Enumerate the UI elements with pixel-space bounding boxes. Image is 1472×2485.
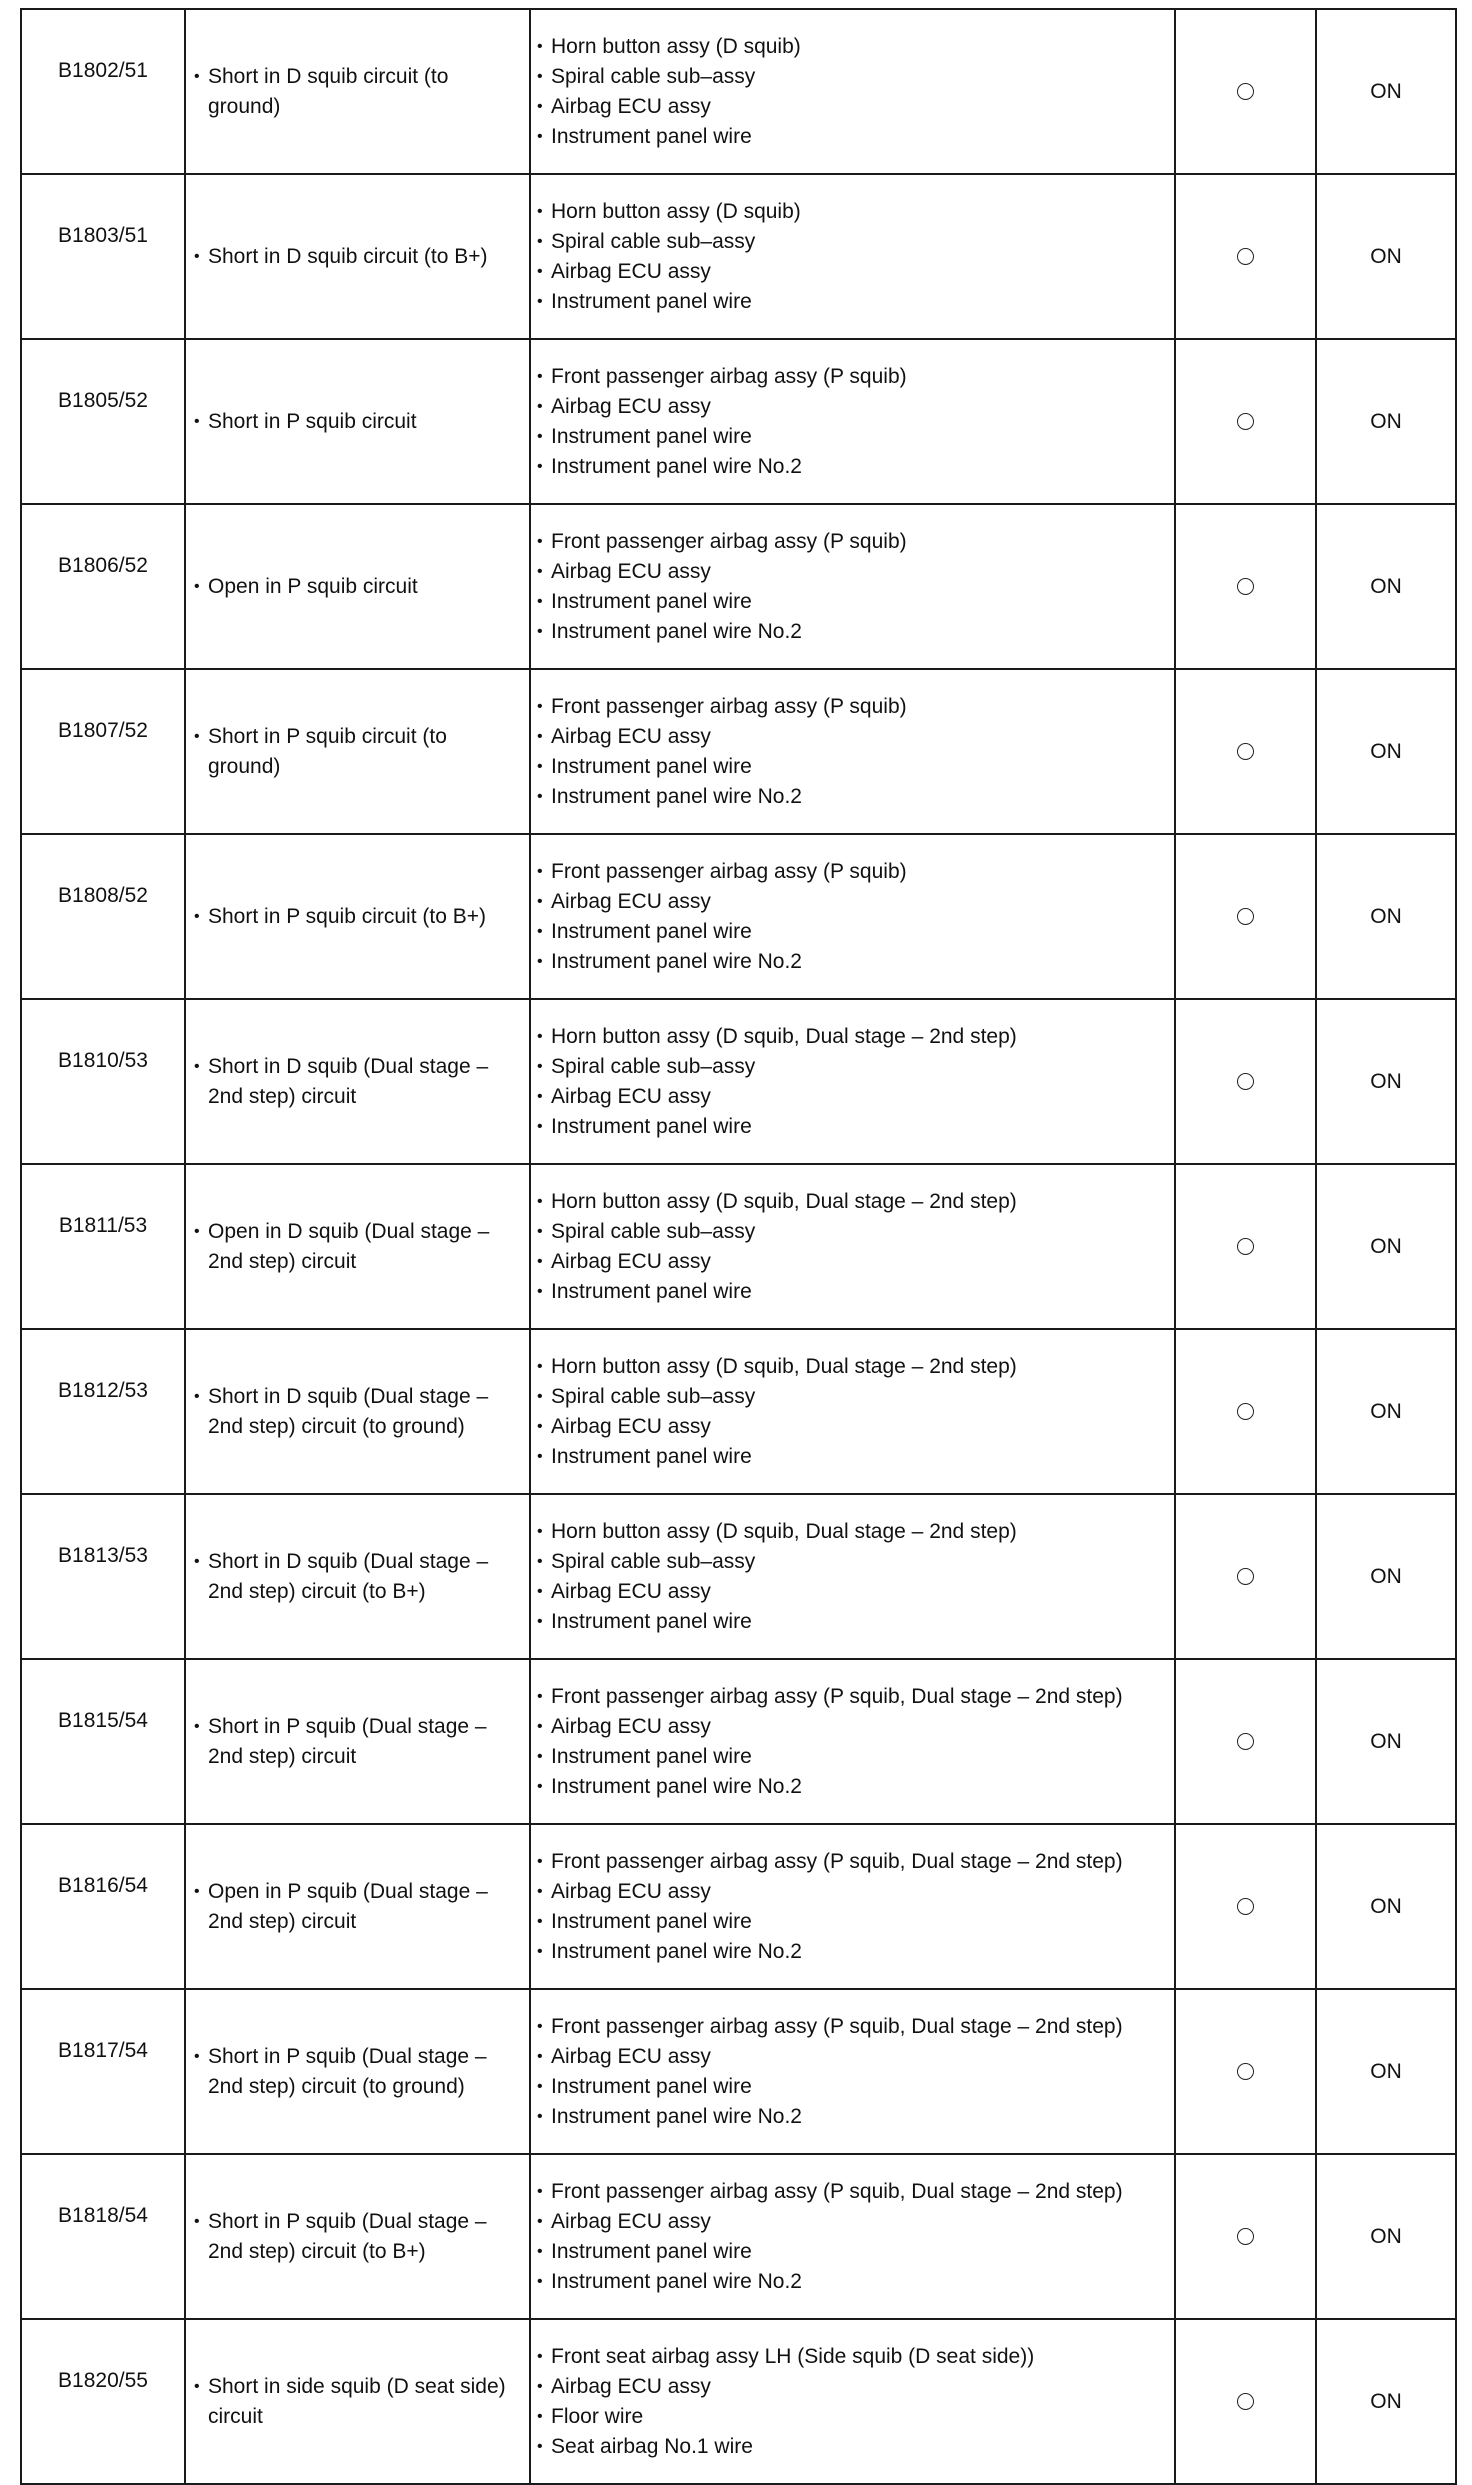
detection-item-list bbox=[194, 722, 521, 782]
trouble-area-list bbox=[537, 857, 1168, 977]
detection-item-cell bbox=[185, 669, 530, 834]
trouble-area-item: • Airbag ECU assy bbox=[537, 392, 1168, 422]
detection-item: • Short in D squib (Dual stage – 2nd step) circuit (to ground) bbox=[194, 1382, 521, 1442]
dtc-code: B1807/52 bbox=[58, 719, 148, 742]
detection-item: • Short in P squib (Dual stage – 2nd step) circuit (to B+) bbox=[194, 2207, 521, 2267]
detection-item: • Open in D squib (Dual stage – 2nd step) circuit bbox=[194, 1217, 521, 1277]
table-row bbox=[21, 1494, 1456, 1659]
memory-mark-cell bbox=[1175, 669, 1316, 834]
dtc-code: B1811/53 bbox=[58, 1214, 148, 1237]
trouble-area-item: • Instrument panel wire No.2 bbox=[537, 2102, 1168, 2132]
detection-item-cell bbox=[185, 1329, 530, 1494]
trouble-area-list bbox=[537, 2177, 1168, 2297]
trouble-area-item: • Instrument panel wire bbox=[537, 2072, 1168, 2102]
trouble-area-item: • Instrument panel wire No.2 bbox=[537, 2267, 1168, 2297]
dtc-code-cell bbox=[21, 2154, 185, 2319]
trouble-area-item: • Airbag ECU assy bbox=[537, 1712, 1168, 1742]
trouble-area-item: • Airbag ECU assy bbox=[537, 2207, 1168, 2237]
detection-item-list bbox=[194, 62, 521, 122]
detection-item-list bbox=[194, 242, 521, 272]
detection-item-list bbox=[194, 1712, 521, 1772]
trouble-area-item: • Instrument panel wire No.2 bbox=[537, 452, 1168, 482]
circle-mark-icon bbox=[1237, 1568, 1254, 1585]
trouble-area-item: • Instrument panel wire bbox=[537, 1907, 1168, 1937]
warning-light-cell bbox=[1316, 174, 1456, 339]
trouble-area-item: • Instrument panel wire bbox=[537, 1112, 1168, 1142]
dtc-code-cell bbox=[21, 1329, 185, 1494]
trouble-area-list bbox=[537, 1352, 1168, 1472]
trouble-area-item: • Horn button assy (D squib, Dual stage – 2nd step) bbox=[537, 1022, 1168, 1052]
warning-light-status: ON bbox=[1370, 1894, 1402, 1918]
warning-light-cell bbox=[1316, 339, 1456, 504]
dtc-code: B1813/53 bbox=[58, 1544, 148, 1567]
detection-item-cell bbox=[185, 2319, 530, 2484]
circle-mark-icon bbox=[1237, 743, 1254, 760]
circle-mark-icon bbox=[1237, 908, 1254, 925]
trouble-area-item: • Airbag ECU assy bbox=[537, 257, 1168, 287]
trouble-area-cell bbox=[530, 504, 1175, 669]
table-row bbox=[21, 1164, 1456, 1329]
dtc-code-cell bbox=[21, 1659, 185, 1824]
circle-mark-icon bbox=[1237, 1238, 1254, 1255]
warning-light-cell bbox=[1316, 1659, 1456, 1824]
memory-mark-cell bbox=[1175, 9, 1316, 174]
trouble-area-item: • Instrument panel wire No.2 bbox=[537, 782, 1168, 812]
dtc-code-cell bbox=[21, 1494, 185, 1659]
dtc-code-cell bbox=[21, 339, 185, 504]
detection-item-list bbox=[194, 1382, 521, 1442]
circle-mark-icon bbox=[1237, 2063, 1254, 2080]
detection-item-cell bbox=[185, 1494, 530, 1659]
trouble-area-item: • Front passenger airbag assy (P squib) bbox=[537, 692, 1168, 722]
trouble-area-cell bbox=[530, 339, 1175, 504]
detection-item-list bbox=[194, 407, 521, 437]
detection-item-cell bbox=[185, 9, 530, 174]
trouble-area-item: • Airbag ECU assy bbox=[537, 1082, 1168, 1112]
circle-mark-icon bbox=[1237, 1733, 1254, 1750]
detection-item-cell bbox=[185, 1989, 530, 2154]
memory-mark-cell bbox=[1175, 1824, 1316, 1989]
detection-item: • Short in D squib circuit (to B+) bbox=[194, 242, 521, 272]
trouble-area-item: • Instrument panel wire bbox=[537, 122, 1168, 152]
trouble-area-item: • Front passenger airbag assy (P squib) bbox=[537, 527, 1168, 557]
trouble-area-cell bbox=[530, 669, 1175, 834]
detection-item: • Short in P squib (Dual stage – 2nd step) circuit bbox=[194, 1712, 521, 1772]
trouble-area-item: • Horn button assy (D squib, Dual stage – 2nd step) bbox=[537, 1352, 1168, 1382]
warning-light-status: ON bbox=[1370, 1234, 1402, 1258]
warning-light-status: ON bbox=[1370, 79, 1402, 103]
detection-item: • Short in P squib circuit (to B+) bbox=[194, 902, 521, 932]
detection-item-cell bbox=[185, 999, 530, 1164]
table-row bbox=[21, 999, 1456, 1164]
warning-light-status: ON bbox=[1370, 1564, 1402, 1588]
trouble-area-item: • Horn button assy (D squib) bbox=[537, 197, 1168, 227]
detection-item: • Short in P squib circuit (to ground) bbox=[194, 722, 521, 782]
dtc-table bbox=[20, 8, 1457, 2485]
trouble-area-item: • Front seat airbag assy LH (Side squib (D seat side)) bbox=[537, 2342, 1168, 2372]
warning-light-cell bbox=[1316, 9, 1456, 174]
trouble-area-list bbox=[537, 1682, 1168, 1802]
table-row bbox=[21, 1329, 1456, 1494]
detection-item: • Short in side squib (D seat side) circuit bbox=[194, 2372, 521, 2432]
memory-mark-cell bbox=[1175, 1164, 1316, 1329]
dtc-code: B1808/52 bbox=[58, 884, 148, 907]
dtc-code-cell bbox=[21, 504, 185, 669]
dtc-code: B1817/54 bbox=[58, 2039, 148, 2062]
trouble-area-item: • Airbag ECU assy bbox=[537, 557, 1168, 587]
warning-light-cell bbox=[1316, 2154, 1456, 2319]
trouble-area-item: • Front passenger airbag assy (P squib, Dual stage – 2nd step) bbox=[537, 2012, 1168, 2042]
trouble-area-cell bbox=[530, 1824, 1175, 1989]
trouble-area-list bbox=[537, 2342, 1168, 2462]
dtc-code: B1805/52 bbox=[58, 389, 148, 412]
detection-item-cell bbox=[185, 2154, 530, 2319]
detection-item-list bbox=[194, 1547, 521, 1607]
dtc-code-cell bbox=[21, 9, 185, 174]
dtc-code-cell bbox=[21, 669, 185, 834]
trouble-area-list bbox=[537, 362, 1168, 482]
trouble-area-list bbox=[537, 2012, 1168, 2132]
detection-item-list bbox=[194, 2372, 521, 2432]
warning-light-cell bbox=[1316, 999, 1456, 1164]
trouble-area-item: • Instrument panel wire No.2 bbox=[537, 1937, 1168, 1967]
detection-item-cell bbox=[185, 504, 530, 669]
dtc-code: B1818/54 bbox=[58, 2204, 148, 2227]
trouble-area-item: • Spiral cable sub–assy bbox=[537, 1547, 1168, 1577]
trouble-area-item: • Instrument panel wire bbox=[537, 1442, 1168, 1472]
trouble-area-list bbox=[537, 32, 1168, 152]
warning-light-status: ON bbox=[1370, 2224, 1402, 2248]
dtc-code-cell bbox=[21, 1989, 185, 2154]
detection-item-list bbox=[194, 2042, 521, 2102]
detection-item-cell bbox=[185, 1659, 530, 1824]
trouble-area-item: • Airbag ECU assy bbox=[537, 1877, 1168, 1907]
circle-mark-icon bbox=[1237, 2393, 1254, 2410]
trouble-area-item: • Front passenger airbag assy (P squib) bbox=[537, 362, 1168, 392]
trouble-area-item: • Spiral cable sub–assy bbox=[537, 62, 1168, 92]
trouble-area-item: • Instrument panel wire bbox=[537, 587, 1168, 617]
circle-mark-icon bbox=[1237, 413, 1254, 430]
trouble-area-cell bbox=[530, 834, 1175, 999]
warning-light-status: ON bbox=[1370, 2059, 1402, 2083]
detection-item: • Short in D squib circuit (to ground) bbox=[194, 62, 521, 122]
memory-mark-cell bbox=[1175, 339, 1316, 504]
trouble-area-item: • Spiral cable sub–assy bbox=[537, 1217, 1168, 1247]
table-row bbox=[21, 2319, 1456, 2484]
warning-light-cell bbox=[1316, 1989, 1456, 2154]
trouble-area-item: • Spiral cable sub–assy bbox=[537, 227, 1168, 257]
trouble-area-cell bbox=[530, 1989, 1175, 2154]
circle-mark-icon bbox=[1237, 1898, 1254, 1915]
trouble-area-list bbox=[537, 1517, 1168, 1637]
warning-light-cell bbox=[1316, 834, 1456, 999]
memory-mark-cell bbox=[1175, 834, 1316, 999]
dtc-code: B1820/55 bbox=[58, 2369, 148, 2392]
warning-light-status: ON bbox=[1370, 1729, 1402, 1753]
trouble-area-cell bbox=[530, 1494, 1175, 1659]
detection-item-list bbox=[194, 572, 521, 602]
trouble-area-item: • Horn button assy (D squib, Dual stage – 2nd step) bbox=[537, 1187, 1168, 1217]
circle-mark-icon bbox=[1237, 578, 1254, 595]
trouble-area-item: • Instrument panel wire No.2 bbox=[537, 1772, 1168, 1802]
detection-item-cell bbox=[185, 174, 530, 339]
trouble-area-item: • Seat airbag No.1 wire bbox=[537, 2432, 1168, 2462]
trouble-area-cell bbox=[530, 2319, 1175, 2484]
detection-item-list bbox=[194, 1052, 521, 1112]
trouble-area-list bbox=[537, 1847, 1168, 1967]
trouble-area-item: • Front passenger airbag assy (P squib, Dual stage – 2nd step) bbox=[537, 2177, 1168, 2207]
trouble-area-item: • Instrument panel wire bbox=[537, 752, 1168, 782]
detection-item: • Short in P squib (Dual stage – 2nd step) circuit (to ground) bbox=[194, 2042, 521, 2102]
memory-mark-cell bbox=[1175, 174, 1316, 339]
warning-light-cell bbox=[1316, 2319, 1456, 2484]
trouble-area-item: • Instrument panel wire bbox=[537, 1607, 1168, 1637]
warning-light-cell bbox=[1316, 1329, 1456, 1494]
table-row bbox=[21, 1989, 1456, 2154]
dtc-code: B1803/51 bbox=[58, 224, 148, 247]
trouble-area-cell bbox=[530, 1329, 1175, 1494]
warning-light-status: ON bbox=[1370, 739, 1402, 763]
memory-mark-cell bbox=[1175, 1494, 1316, 1659]
dtc-code: B1802/51 bbox=[58, 59, 148, 82]
circle-mark-icon bbox=[1237, 1073, 1254, 1090]
detection-item-list bbox=[194, 1217, 521, 1277]
trouble-area-list bbox=[537, 197, 1168, 317]
warning-light-cell bbox=[1316, 669, 1456, 834]
warning-light-cell bbox=[1316, 504, 1456, 669]
warning-light-status: ON bbox=[1370, 904, 1402, 928]
circle-mark-icon bbox=[1237, 1403, 1254, 1420]
trouble-area-item: • Instrument panel wire No.2 bbox=[537, 617, 1168, 647]
trouble-area-item: • Instrument panel wire bbox=[537, 917, 1168, 947]
warning-light-cell bbox=[1316, 1494, 1456, 1659]
trouble-area-list bbox=[537, 527, 1168, 647]
detection-item: • Open in P squib (Dual stage – 2nd step) circuit bbox=[194, 1877, 521, 1937]
dtc-code: B1806/52 bbox=[58, 554, 148, 577]
trouble-area-item: • Spiral cable sub–assy bbox=[537, 1382, 1168, 1412]
detection-item-list bbox=[194, 2207, 521, 2267]
dtc-code-cell bbox=[21, 2319, 185, 2484]
detection-item: • Short in D squib (Dual stage – 2nd step) circuit (to B+) bbox=[194, 1547, 521, 1607]
dtc-code: B1816/54 bbox=[58, 1874, 148, 1897]
trouble-area-item: • Airbag ECU assy bbox=[537, 2042, 1168, 2072]
table-row bbox=[21, 1659, 1456, 1824]
trouble-area-cell bbox=[530, 9, 1175, 174]
trouble-area-cell bbox=[530, 1164, 1175, 1329]
trouble-area-item: • Instrument panel wire bbox=[537, 287, 1168, 317]
warning-light-cell bbox=[1316, 1824, 1456, 1989]
circle-mark-icon bbox=[1237, 248, 1254, 265]
trouble-area-item: • Floor wire bbox=[537, 2402, 1168, 2432]
trouble-area-item: • Airbag ECU assy bbox=[537, 1412, 1168, 1442]
table-row bbox=[21, 504, 1456, 669]
trouble-area-item: • Airbag ECU assy bbox=[537, 1577, 1168, 1607]
memory-mark-cell bbox=[1175, 2154, 1316, 2319]
dtc-code-cell bbox=[21, 1824, 185, 1989]
trouble-area-list bbox=[537, 692, 1168, 812]
trouble-area-cell bbox=[530, 2154, 1175, 2319]
trouble-area-item: • Horn button assy (D squib, Dual stage – 2nd step) bbox=[537, 1517, 1168, 1547]
memory-mark-cell bbox=[1175, 999, 1316, 1164]
table-row bbox=[21, 174, 1456, 339]
trouble-area-item: • Airbag ECU assy bbox=[537, 887, 1168, 917]
memory-mark-cell bbox=[1175, 2319, 1316, 2484]
warning-light-status: ON bbox=[1370, 244, 1402, 268]
table-row bbox=[21, 834, 1456, 999]
dtc-code: B1815/54 bbox=[58, 1709, 148, 1732]
trouble-area-list bbox=[537, 1022, 1168, 1142]
detection-item: • Short in D squib (Dual stage – 2nd step) circuit bbox=[194, 1052, 521, 1112]
dtc-code-cell bbox=[21, 999, 185, 1164]
trouble-area-item: • Instrument panel wire bbox=[537, 1742, 1168, 1772]
warning-light-status: ON bbox=[1370, 2389, 1402, 2413]
trouble-area-item: • Instrument panel wire bbox=[537, 422, 1168, 452]
table-row bbox=[21, 2154, 1456, 2319]
detection-item: • Open in P squib circuit bbox=[194, 572, 521, 602]
memory-mark-cell bbox=[1175, 1989, 1316, 2154]
trouble-area-item: • Spiral cable sub–assy bbox=[537, 1052, 1168, 1082]
table-row bbox=[21, 1824, 1456, 1989]
dtc-code-cell bbox=[21, 1164, 185, 1329]
detection-item-list bbox=[194, 1877, 521, 1937]
detection-item-cell bbox=[185, 1164, 530, 1329]
detection-item-cell bbox=[185, 834, 530, 999]
warning-light-status: ON bbox=[1370, 1399, 1402, 1423]
trouble-area-cell bbox=[530, 174, 1175, 339]
warning-light-status: ON bbox=[1370, 409, 1402, 433]
table-row bbox=[21, 669, 1456, 834]
trouble-area-item: • Front passenger airbag assy (P squib, Dual stage – 2nd step) bbox=[537, 1682, 1168, 1712]
trouble-area-item: • Horn button assy (D squib) bbox=[537, 32, 1168, 62]
trouble-area-list bbox=[537, 1187, 1168, 1307]
trouble-area-cell bbox=[530, 1659, 1175, 1824]
trouble-area-item: • Instrument panel wire No.2 bbox=[537, 947, 1168, 977]
table-row bbox=[21, 9, 1456, 174]
circle-mark-icon bbox=[1237, 83, 1254, 100]
trouble-area-item: • Airbag ECU assy bbox=[537, 92, 1168, 122]
trouble-area-item: • Airbag ECU assy bbox=[537, 2372, 1168, 2402]
dtc-table-body bbox=[21, 9, 1456, 2484]
dtc-code: B1812/53 bbox=[58, 1379, 148, 1402]
trouble-area-item: • Front passenger airbag assy (P squib) bbox=[537, 857, 1168, 887]
trouble-area-item: • Front passenger airbag assy (P squib, Dual stage – 2nd step) bbox=[537, 1847, 1168, 1877]
trouble-area-item: • Airbag ECU assy bbox=[537, 1247, 1168, 1277]
trouble-area-cell bbox=[530, 999, 1175, 1164]
detection-item: • Short in P squib circuit bbox=[194, 407, 521, 437]
memory-mark-cell bbox=[1175, 1329, 1316, 1494]
memory-mark-cell bbox=[1175, 1659, 1316, 1824]
warning-light-status: ON bbox=[1370, 1069, 1402, 1093]
detection-item-cell bbox=[185, 339, 530, 504]
detection-item-list bbox=[194, 902, 521, 932]
circle-mark-icon bbox=[1237, 2228, 1254, 2245]
dtc-code-cell bbox=[21, 834, 185, 999]
memory-mark-cell bbox=[1175, 504, 1316, 669]
table-row bbox=[21, 339, 1456, 504]
dtc-code-cell bbox=[21, 174, 185, 339]
warning-light-cell bbox=[1316, 1164, 1456, 1329]
trouble-area-item: • Airbag ECU assy bbox=[537, 722, 1168, 752]
trouble-area-item: • Instrument panel wire bbox=[537, 2237, 1168, 2267]
detection-item-cell bbox=[185, 1824, 530, 1989]
warning-light-status: ON bbox=[1370, 574, 1402, 598]
trouble-area-item: • Instrument panel wire bbox=[537, 1277, 1168, 1307]
dtc-code: B1810/53 bbox=[58, 1049, 148, 1072]
